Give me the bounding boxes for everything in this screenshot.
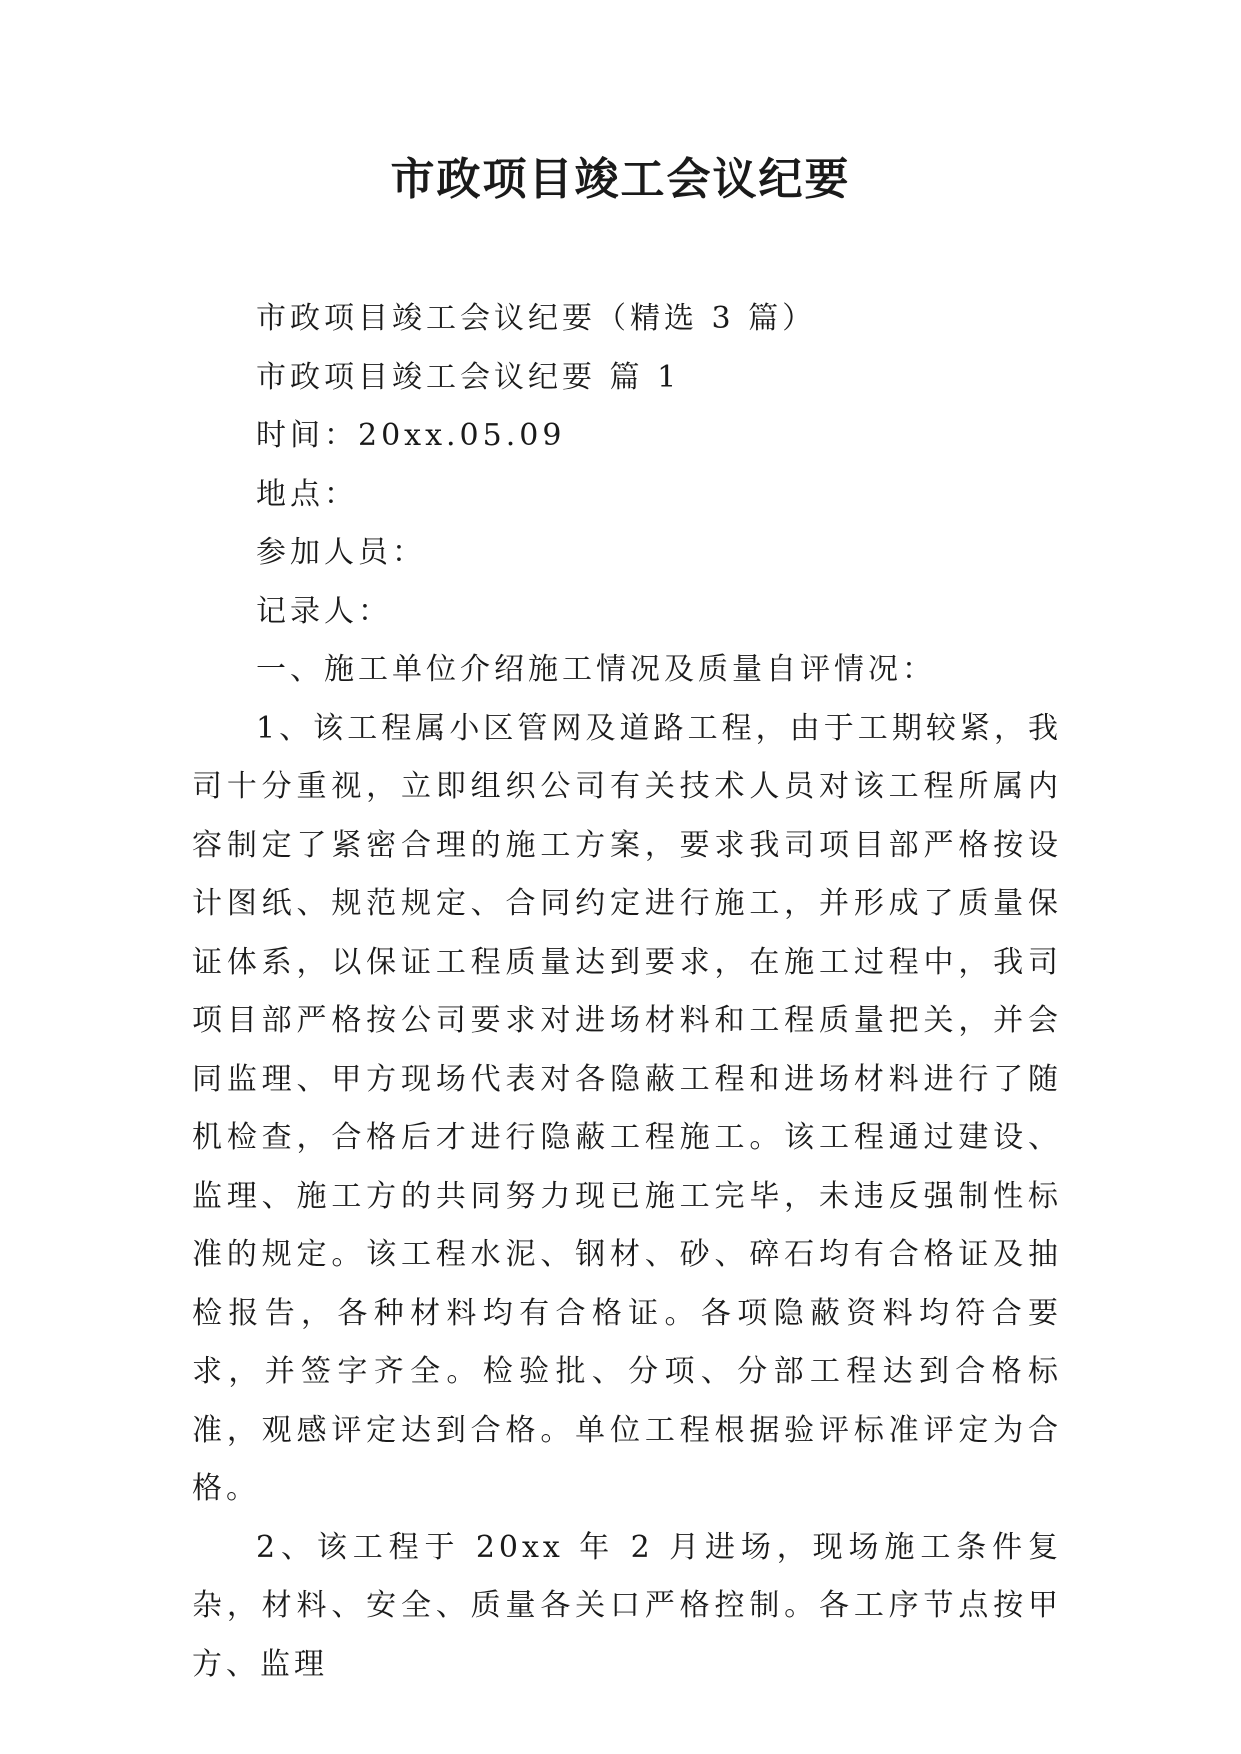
item-1-heading: 一、施工单位介绍施工情况及质量自评情况：: [256, 652, 936, 687]
meeting-recorder: 记录人：: [256, 593, 392, 629]
paragraph-2: 2、该工程于 20xx 年 2 月进场，现场施工条件复杂，材料、安全、质量各关口严格控制。各工序节点按甲方、监理: [192, 1529, 1062, 1682]
subtitle: 市政项目竣工会议纪要（精选 3 篇）: [256, 301, 817, 336]
meeting-place: 地点：: [256, 476, 358, 512]
paragraph-1: 1、该工程属小区管网及道路工程，由于工期较紧，我司十分重视，立即组织公司有关技术人员对该工程所属内容制定了紧密合理的施工方案，要求我司项目部严格按设计图纸、规范规定、合同约定进行施工，并形成了质量保证体系，以保证工程质量达到要求，在施工过程中，我司项目部严格按公司要求对进场材料和工程质量把关，并会同监理、甲方现场代表对各隐蔽工程和进场材料进行了随机检查，合格后才进行隐蔽工程施工。该工程通过建设、监理、施工方的共同努力现已施工完毕，未违反强制性标准的规定。该工程水泥、钢材、砂、碎石均有合格证及抽检报告，各种材料均有合格证。各项隐蔽资料均符合要求，并签字齐全。检验批、分项、分部工程达到合格标准，观感评定达到合格。单位工程根据验评标准评定为合格。: [192, 710, 1062, 1506]
document-title: 市政项目竣工会议纪要: [390, 154, 851, 205]
document-body: [192, 290, 1062, 1694]
meeting-attendees: 参加人员：: [256, 535, 426, 570]
meeting-time: 时间：20xx.05.09: [256, 418, 566, 453]
section-heading: 市政项目竣工会议纪要 篇 1: [256, 359, 681, 395]
